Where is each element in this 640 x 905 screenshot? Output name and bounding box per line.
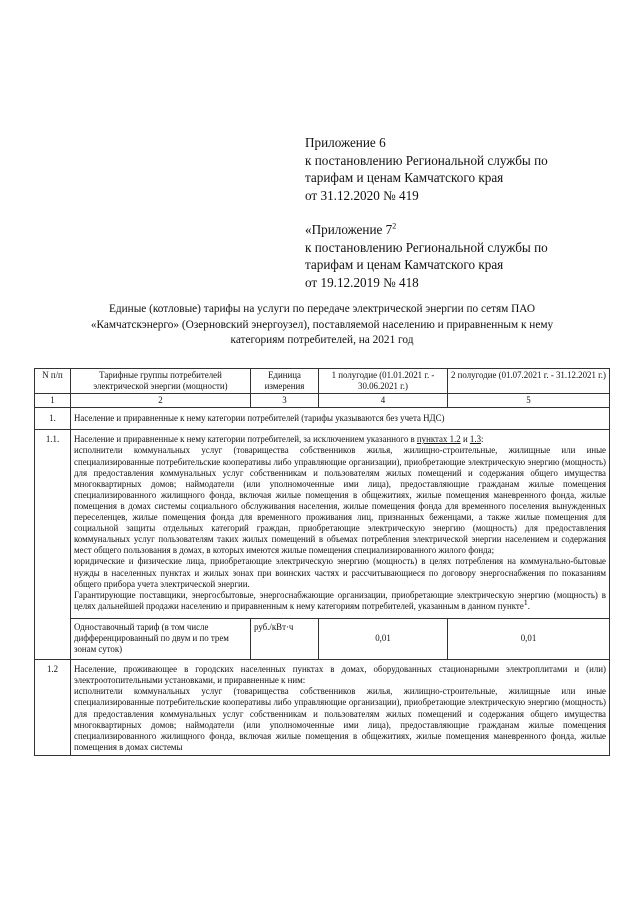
tariff-unit: руб./кВт·ч bbox=[251, 618, 319, 659]
table-header-row bbox=[35, 369, 610, 394]
table-row-1 bbox=[35, 408, 610, 430]
header-num: N п/п bbox=[35, 369, 71, 394]
annex-7-header bbox=[305, 221, 548, 291]
annex-7-line-3: тарифам и ценам Камчатского края bbox=[305, 257, 504, 272]
row-1-1-colon: : bbox=[481, 434, 484, 445]
table-index-row bbox=[35, 394, 610, 408]
annex-7-line-2: к постановлению Региональной службы по bbox=[305, 239, 548, 255]
row-1-1-lead: Население и приравненные к нему категории потребителей, за исключением указанного в bbox=[74, 434, 417, 445]
table-row-1-1-tariff bbox=[35, 618, 610, 659]
row-1-num: 1. bbox=[35, 408, 71, 430]
annex-7-line-1-text: «Приложение 7 bbox=[305, 222, 393, 237]
header-half-2: 2 полугодие (01.07.2021 г. - 31.12.2021 г.) bbox=[448, 369, 610, 394]
row-1-1-num: 1.1. bbox=[35, 430, 71, 660]
row-1-text: Население и приравненные к нему категории потребителей (тарифы указываются без учета НДС) bbox=[71, 408, 610, 430]
annex-6-line-2: к постановлению Региональной службы по bbox=[305, 152, 548, 168]
table-row-1-2 bbox=[35, 660, 610, 756]
row-1-1-text bbox=[71, 430, 610, 619]
index-cell: 3 bbox=[251, 394, 319, 408]
row-1-2-num: 1.2 bbox=[35, 660, 71, 756]
row-1-1-para-1 bbox=[74, 434, 606, 445]
index-cell: 2 bbox=[71, 394, 251, 408]
link-item-1-3[interactable]: 1.3 bbox=[469, 434, 481, 445]
row-1-1-para-4 bbox=[74, 590, 606, 612]
title-line-3: категориям потребителей, на 2021 год bbox=[230, 334, 414, 346]
tariff-value-half-2: 0,01 bbox=[448, 618, 610, 659]
annex-7-line-4: от 19.12.2019 № 418 bbox=[305, 274, 419, 290]
header-group: Тарифные группы потребителей электрической энергии (мощности) bbox=[71, 369, 251, 394]
row-1-2-para-2: исполнители коммунальных услуг (товарищества собственников жилья, жилищно-строительные, жилищные или иные специализированные потребительские кооперативы либо управляющие организации), приобретающие электрическую энергию (мощность) для предоставления коммунальных услуг собственникам и пользователям жилых помещений и содержания общего имущества многоквартирных домов; наймодатели (или уполномоченные ими лица), предоставляющие гражданам жилые помещения специализированного жилищного фонда, включая жилые помещения в общежитиях, жилые помещения маневренного фонда, жилые помещения в домах системы bbox=[74, 686, 606, 752]
annex-6-line-1: Приложение 6 bbox=[305, 135, 386, 150]
row-1-1-and: и bbox=[460, 434, 470, 445]
title-line-1: Единые (котловые) тарифы на услуги по передаче электрической энергии по сетям ПАО bbox=[108, 303, 536, 315]
annex-7-line-1 bbox=[305, 221, 548, 239]
row-1-2-para-1: Население, проживающее в городских населенных пунктах в домах, оборудованных стационарными электроплитами и (или) электроотопительными установками, и приравненные к ним: bbox=[74, 664, 606, 686]
header-unit: Единица измерения bbox=[251, 369, 319, 394]
header-half-1: 1 полугодие (01.01.2021 г. - 30.06.2021 г.) bbox=[319, 369, 448, 394]
annex-6-header bbox=[305, 134, 548, 204]
row-1-1-para-4-end: . bbox=[527, 600, 530, 611]
row-1-2-text bbox=[71, 660, 610, 756]
annex-6-line-4: от 31.12.2020 № 419 bbox=[305, 187, 419, 203]
index-cell: 1 bbox=[35, 394, 71, 408]
tariff-label: Одноставочный тариф (в том числе дифференцированный по двум и по трем зонам суток) bbox=[71, 618, 251, 659]
index-cell: 4 bbox=[319, 394, 448, 408]
footnote-marker: 1 bbox=[523, 597, 528, 607]
row-1-1-para-4-text: Гарантирующие поставщики, энергосбытовые, энергоснабжающие организации, приобретающие электрическую энергию (мощность) в целях дальнейшей продажи населению и приравненным к нему категориям потребителей, указанным в данном пункте bbox=[74, 589, 606, 611]
document-title bbox=[52, 302, 592, 349]
row-1-1-para-2: исполнители коммунальных услуг (товарищества собственников жилья, жилищно-строительные, жилищные или иные специализированные потребительские кооперативы либо управляющие организации), приобретающие электрическую энергию (мощность) для предоставления коммунальных услуг собственникам и пользователям жилых помещений и содержания общего имущества многоквартирных домов; наймодатели (или уполномоченные ими лица), предоставляющие гражданам жилые помещения специализированного жилищного фонда, включая жилые помещения в общежитиях, жилые помещения маневренного фонда, жилые помещения в домах системы социального обслуживания населения, жилые помещения фонда для временного поселения вынужденных переселенцев, жилые помещения фонда для временного проживания лиц, признанных беженцами, а также жилые помещения для социальной защиты отдельных категорий граждан, приобретающие электрическую энергию (мощность) для предоставления коммунальных услуг пользователям таких жилых помещений в объемах потребления электрической энергии населением и содержания мест общего пользования в домах, в которых имеются жилые помещения специализированного жилого фонда; bbox=[74, 445, 606, 556]
row-1-1-para-3: юридические и физические лица, приобретающие электрическую энергию (мощность) в целях потребления на коммунально-бытовые нужды в населенных пунктах и жилых зонах при воинских частях и рассчитывающиеся по договору энергоснабжения по показаниям общего прибора учета электрической энергии. bbox=[74, 556, 606, 589]
index-cell: 5 bbox=[448, 394, 610, 408]
tariff-value-half-1: 0,01 bbox=[319, 618, 448, 659]
tariff-table bbox=[34, 368, 610, 756]
table-row-1-1 bbox=[35, 430, 610, 619]
link-item-1-2[interactable]: пунктах 1.2 bbox=[416, 434, 461, 445]
annex-6-line-3: тарифам и ценам Камчатского края bbox=[305, 170, 504, 185]
annex-7-superscript: 2 bbox=[392, 221, 397, 231]
title-line-2: «Камчатскэнерго» (Озерновский энергоузел), поставляемой населению и приравненным к нему bbox=[90, 318, 554, 331]
